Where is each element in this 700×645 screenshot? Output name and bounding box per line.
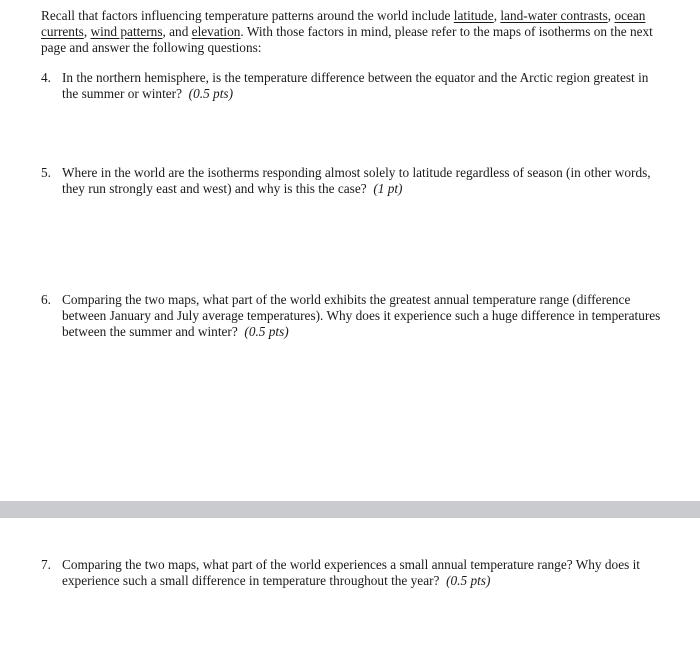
- factor-wind-patterns: wind patterns: [90, 24, 163, 39]
- factor-elevation: elevation: [191, 24, 241, 39]
- intro-separator: , and: [162, 24, 192, 39]
- question-body: [62, 557, 666, 589]
- question-4: [41, 70, 666, 102]
- question-7: [41, 557, 666, 589]
- intro-paragraph: [41, 8, 661, 56]
- question-number: 4.: [41, 70, 51, 85]
- intro-separator: ,: [83, 24, 91, 39]
- page-separator: [0, 501, 700, 518]
- question-body: [62, 165, 666, 197]
- intro-suffix: . With those factors in mind, please refer to the maps of isotherms on the next page and answer the following questions:: [41, 24, 653, 55]
- question-points: (1 pt): [373, 181, 403, 196]
- question-6: [41, 292, 666, 340]
- intro-separator: ,: [493, 8, 501, 23]
- factor-land-water-contrasts: land-water contrasts: [500, 8, 608, 23]
- question-text: In the northern hemisphere, is the temperature difference between the equator and the Arctic region greatest in the summer or winter?: [62, 70, 649, 101]
- intro-separator: ,: [607, 8, 615, 23]
- question-text: Comparing the two maps, what part of the world experiences a small annual temperature range? Why does it experience such a small difference in temperature throughout the year?: [62, 557, 640, 588]
- question-number: 7.: [41, 557, 51, 572]
- question-text: Where in the world are the isotherms responding almost solely to latitude regardless of season (in other words, they run strongly east and west) and why is this the case?: [62, 165, 651, 196]
- question-points: (0.5 pts): [244, 324, 289, 339]
- question-number: 6.: [41, 292, 51, 307]
- question-points: (0.5 pts): [188, 86, 233, 101]
- question-body: [62, 292, 666, 340]
- intro-prefix: Recall that factors influencing temperature patterns around the world include: [41, 8, 454, 23]
- question-5: [41, 165, 666, 197]
- question-number: 5.: [41, 165, 51, 180]
- question-body: [62, 70, 666, 102]
- factor-latitude: latitude: [453, 8, 494, 23]
- question-points: (0.5 pts): [446, 573, 491, 588]
- factor-ocean-currents: ocean currents: [41, 8, 646, 39]
- question-text: Comparing the two maps, what part of the world exhibits the greatest annual temperature range (difference between January and July average temperatures). Why does it experience such a huge difference in temperatures between the summer and winter?: [62, 292, 661, 339]
